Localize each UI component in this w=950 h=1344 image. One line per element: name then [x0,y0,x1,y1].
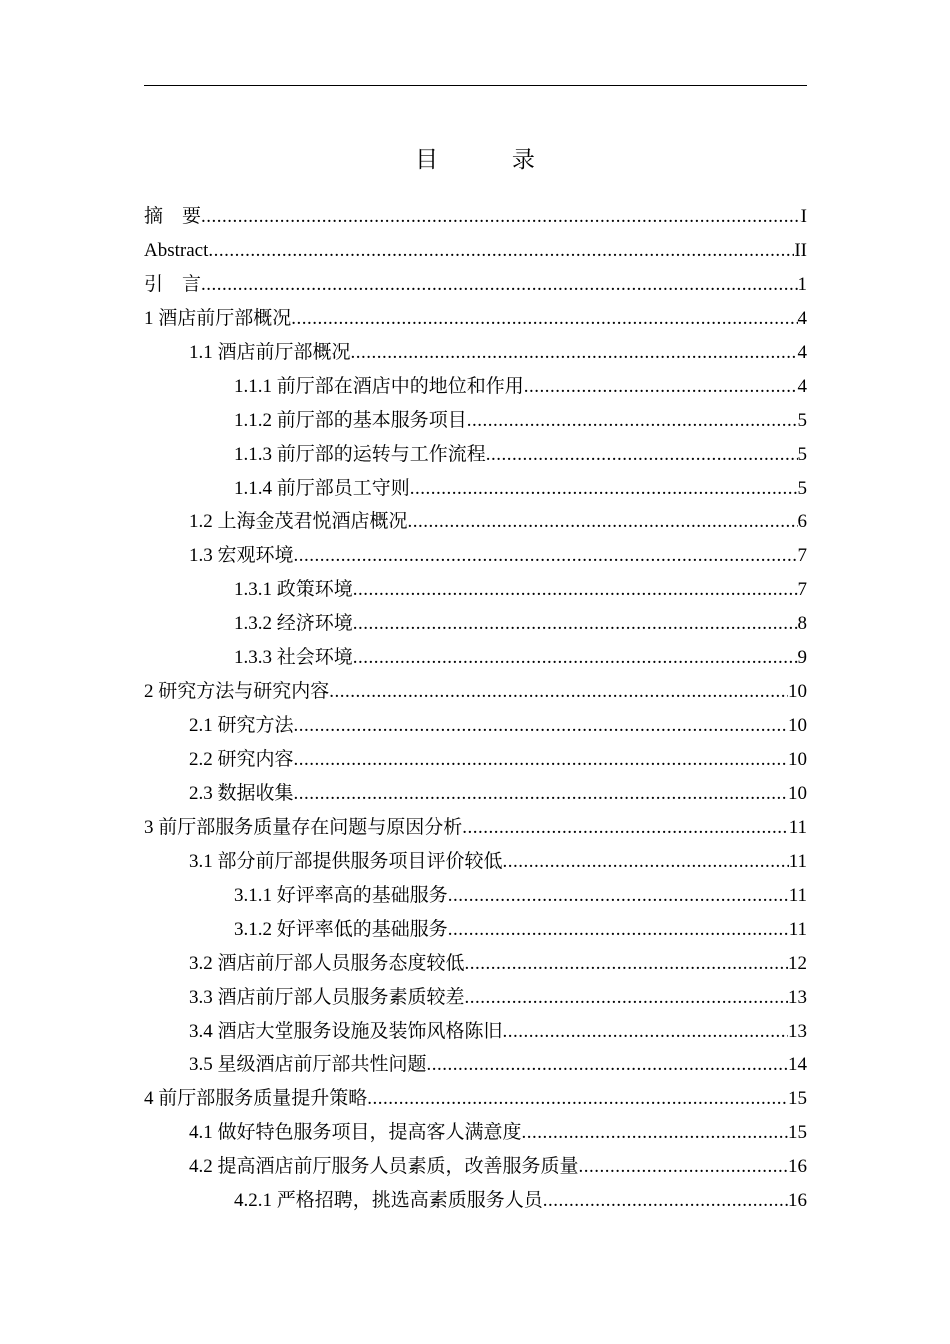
toc-entry[interactable] [144,643,807,677]
toc-entry-label: 4.1 做好特色服务项目，提高客人满意度 [189,1122,522,1144]
toc-entry-page-number: 11 [788,918,807,940]
toc-entry-page-number: 4 [797,375,807,397]
toc-entry[interactable] [144,745,807,779]
toc-entry[interactable] [144,440,807,474]
toc-entry[interactable] [144,609,807,643]
toc-entry-label: 2.3 数据收集 [189,782,294,804]
toc-dot-leader [467,406,798,436]
toc-entry-page-number: 9 [797,647,807,669]
toc-dot-leader [408,507,798,537]
toc-entry-label: 1.3 宏观环境 [189,545,294,567]
toc-entry-page-number: 16 [788,1156,807,1178]
toc-dot-leader [294,711,788,741]
toc-entry[interactable] [144,915,807,949]
page-title: 目 录 [415,147,569,172]
toc-entry-page-number: 6 [797,511,807,533]
toc-entry-page-number: 13 [788,1020,807,1042]
toc-dot-leader [351,338,798,368]
toc-dot-leader [503,847,789,877]
toc-dot-leader [201,202,801,232]
toc-entry-label: 1.1.1 前厅部在酒店中的地位和作用 [234,375,524,397]
toc-dot-leader [448,881,789,911]
toc-entry-page-number: 4 [797,307,807,329]
toc-dot-leader [543,1186,788,1216]
toc-dot-leader [294,745,788,775]
toc-entry[interactable] [144,1050,807,1084]
toc-entry[interactable] [144,677,807,711]
toc-entry-label: 2.2 研究内容 [189,749,294,770]
toc-entry[interactable] [144,1084,807,1118]
toc-entry-page-number: 7 [797,545,807,567]
toc-entry-page-number: 5 [797,409,807,431]
toc-dot-leader [294,541,798,571]
toc-entry-label: 4 前厅部服务质量提升策略 [144,1088,368,1110]
toc-entry-page-number: 11 [788,884,807,906]
toc-entry-page-number: 16 [788,1190,807,1212]
toc-dot-leader [427,1050,788,1080]
toc-entry[interactable] [144,236,807,270]
toc-entry[interactable] [144,949,807,983]
toc-entry-label: 1.1.2 前厅部的基本服务项目 [234,409,467,431]
toc-dot-leader [367,1084,788,1114]
toc-entry-label: 1.1.4 前厅部员工守则 [234,477,410,499]
toc-entry-page-number: 5 [797,477,807,499]
toc-entry-page-number: 14 [788,1054,807,1076]
toc-entry-label: 摘 要 [144,206,202,227]
toc-entry[interactable] [144,1152,807,1186]
toc-dot-leader [503,1017,788,1047]
toc-entry-label: 3.5 星级酒店前厅部共性问题 [189,1054,427,1076]
toc-dot-leader [208,236,794,266]
toc-entry-label: 1.3.2 经济环境 [234,613,353,635]
toc-entry[interactable] [144,1118,807,1152]
toc-entry-label: 3 前厅部服务质量存在问题与原因分析 [144,816,463,838]
toc-entry-label: 3.1.1 好评率高的基础服务 [234,884,448,906]
toc-entry-label: 4.2 提高酒店前厅服务人员素质，改善服务质量 [189,1156,579,1178]
toc-entry-label: 2.1 研究方法 [189,715,294,737]
toc-entry-page-number: 4 [797,341,807,363]
toc-entry-label: 3.3 酒店前厅部人员服务素质较差 [189,986,465,1008]
toc-dot-leader [486,440,798,470]
toc-dot-leader [465,983,788,1013]
toc-dot-leader [522,1118,788,1148]
toc-entry-page-number: I [800,206,807,227]
toc-dot-leader [448,915,789,945]
toc-entry[interactable] [144,983,807,1017]
toc-entry-page-number: II [794,239,807,261]
toc-dot-leader [201,270,797,300]
toc-dot-leader [294,779,788,809]
toc-entry[interactable] [144,813,807,847]
toc-entry[interactable] [144,507,807,541]
toc-entry[interactable] [144,779,807,813]
toc-entry-page-number: 11 [788,850,807,872]
toc-entry-page-number: 10 [788,715,807,737]
toc-entry[interactable] [144,202,807,236]
toc-dot-leader [291,304,797,334]
toc-entry[interactable] [144,338,807,372]
toc-entry-page-number: 12 [788,952,807,974]
toc-dot-leader [579,1152,788,1182]
toc-entry-label: 3.4 酒店大堂服务设施及装饰风格陈旧 [189,1020,503,1042]
toc-entry-page-number: 13 [788,986,807,1008]
toc-entry-label: 3.2 酒店前厅部人员服务态度较低 [189,952,465,974]
toc-entry-page-number: 11 [788,816,807,838]
toc-dot-leader [353,575,798,605]
toc-entry[interactable] [144,847,807,881]
toc-dot-leader [353,609,798,639]
toc-entry-label: 1.2 上海金茂君悦酒店概况 [189,511,408,533]
toc-dot-leader [462,813,788,843]
toc-entry-label: 1.3.3 社会环境 [234,647,353,669]
toc-entry-label: Abstract [144,239,209,261]
toc-entry[interactable] [144,304,807,338]
toc-dot-leader [465,949,788,979]
toc-entry[interactable] [144,711,807,745]
toc-entry-label: 3.1.2 好评率低的基础服务 [234,918,448,940]
toc-entry[interactable] [144,541,807,575]
header-rule [144,85,807,86]
toc-entry-page-number: 10 [788,782,807,804]
toc-entry-page-number: 15 [788,1122,807,1144]
toc-entry-page-number: 5 [797,443,807,465]
toc-entry[interactable] [144,406,807,440]
toc-entry-label: 引 言 [144,273,202,295]
toc-dot-leader [524,372,798,402]
toc-dot-leader [329,677,788,707]
toc-entry[interactable] [144,474,807,508]
toc-entry-page-number: 1 [797,273,807,295]
toc-entry-label: 1.1.3 前厅部的运转与工作流程 [234,443,486,465]
toc-dot-leader [353,643,798,673]
toc-entry-page-number: 7 [797,579,807,601]
toc-entry-page-number: 15 [788,1088,807,1110]
toc-entry-label: 2 研究方法与研究内容 [144,681,330,703]
toc-entry-label: 1 酒店前厅部概况 [144,307,292,329]
toc-entry-label: 3.1 部分前厅部提供服务项目评价较低 [189,850,503,872]
toc-entry-page-number: 10 [788,749,807,770]
table-of-contents [144,202,807,1220]
toc-entry-label: 1.3.1 政策环境 [234,579,353,601]
toc-entry[interactable] [144,1017,807,1051]
toc-entry[interactable] [144,372,807,406]
toc-entry[interactable] [144,270,807,304]
toc-entry[interactable] [144,575,807,609]
toc-entry-page-number: 10 [788,681,807,703]
toc-entry[interactable] [144,1186,807,1220]
toc-entry-page-number: 8 [797,613,807,635]
toc-entry-label: 4.2.1 严格招聘，挑选高素质服务人员 [234,1190,543,1212]
toc-entry[interactable] [144,881,807,915]
toc-entry-label: 1.1 酒店前厅部概况 [189,341,351,363]
toc-dot-leader [410,474,798,504]
